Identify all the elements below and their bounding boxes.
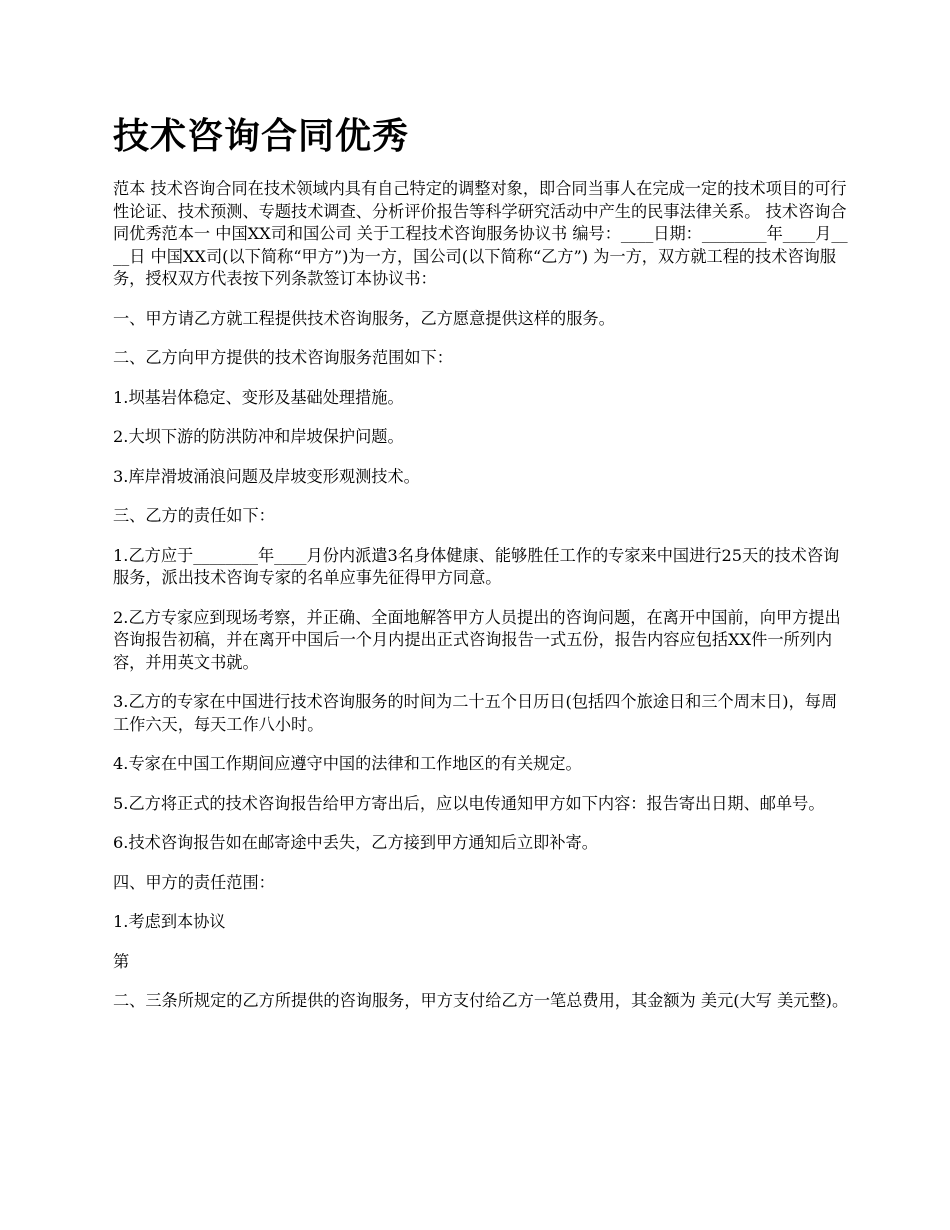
paragraph-item: 6.技术咨询报告如在邮寄途中丢失，乙方接到甲方通知后立即补寄。 xyxy=(113,833,598,852)
document-title: 技术咨询合同优秀 xyxy=(113,116,410,157)
paragraph-item: 3.乙方的专家在中国进行技术咨询服务的时间为二十五个日历日(包括四个旅途日和三个周末日)，每周工作六天，每天工作八小时。 xyxy=(113,692,838,734)
paragraph-fragment: 第 xyxy=(113,951,130,971)
paragraph-clause-2: 二、乙方向甲方提供的技术咨询服务范围如下： xyxy=(113,348,453,367)
paragraph-item: 2.乙方专家应到现场考察，并正确、全面地解答甲方人员提出的咨询问题，在离开中国前，向甲方提出咨询报告初稿，并在离开中国后一个月内提出正式咨询报告一式五份，报告内容应包括XX件一所列内容，并用英文书就。 xyxy=(113,607,841,672)
paragraph-item: 1.考虑到本协议 xyxy=(113,912,226,931)
paragraph-clause-1: 一、甲方请乙方就工程提供技术咨询服务，乙方愿意提供这样的服务。 xyxy=(113,308,615,328)
paragraph-item: 2.大坝下游的防洪防冲和岸坡保护问题。 xyxy=(113,427,404,446)
paragraph-item: 4.专家在中国工作期间应遵守中国的法律和工作地区的有关规定。 xyxy=(113,754,582,773)
paragraph-item: 二、三条所规定的乙方所提供的咨询服务，甲方支付给乙方一笔总费用，其金额为 美元(大写 美元整)。 xyxy=(113,991,849,1010)
paragraph-item: 1.坝基岩体稳定、变形及基础处理措施。 xyxy=(113,387,404,407)
paragraph-item: 1.乙方应于________年____月份内派遣3名身体健康、能够胜任工作的专家来中国进行25天的技术咨询服务，派出技术咨询专家的名单应事先征得甲方同意。 xyxy=(113,545,840,587)
paragraph-item: 3.库岸滑坡涌浪问题及岸坡变形观测技术。 xyxy=(113,466,420,486)
paragraph-intro: 范本 技术咨询合同在技术领域内具有自己特定的调整对象，即合同当事人在完成一定的技术项目的可行性论证、技术预测、专题技术调查、分析评价报告等科学研究活动中产生的民事法律关系。 技术咨询合同优秀范本一 中国XX司和国公司 关于工程技术咨询服务协议书 编号：____日期：________年____月____日 中国XX司(以下简称“甲方”)为一方，国公司(以下简称“乙方”) 为一方，双方就工程的技术咨询服务，授权双方代表按下列条款签订本协议书： xyxy=(113,179,848,288)
document-page xyxy=(113,112,853,1030)
paragraph-item: 5.乙方将正式的技术咨询报告给甲方寄出后，应以电传通知甲方如下内容：报告寄出日期、邮单号。 xyxy=(113,793,825,813)
paragraph-clause-3: 三、乙方的责任如下： xyxy=(113,506,275,525)
paragraph-clause-4: 四、甲方的责任范围： xyxy=(113,872,275,892)
